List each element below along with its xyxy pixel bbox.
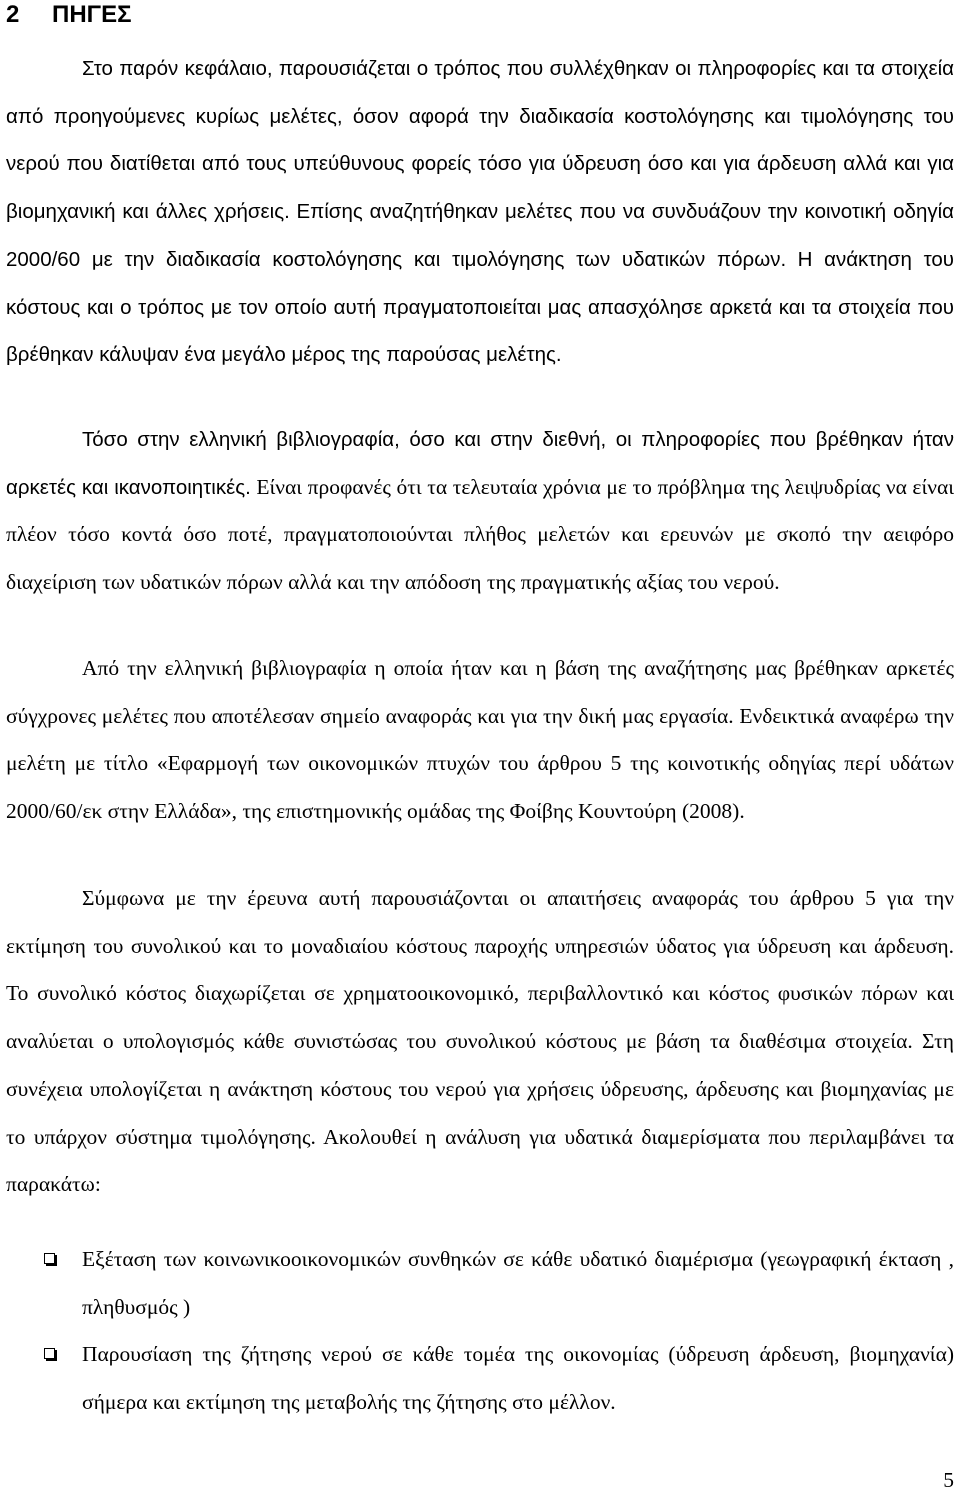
paragraph-2-sentence-b: Είναι προφανές ότι τα τελευταία χρόνια με το πρόβλημα της λειψυδρίας να είναι πλέον τόσο κοντά όσο ποτέ, πραγματοποιούνται πλήθος μελετών και ερευνών με σκοπό την αειφόρο διαχείριση των υδατικών πόρων αλλά και την απόδοση της πραγματικής αξίας του νερού.	[6, 474, 955, 595]
paragraph-3-sentence-b: Ενδεικτικά αναφέρω την μελέτη με τίτλο «Εφαρμογή των οικονομικών πτυχών του άρθρου 5 της κοινοτικής οδηγίας περί υδάτων 2000/60/εκ στην Ελλάδα», της επιστημονικής ομάδας της Φοίβης Κουντούρη (2008).	[6, 703, 954, 824]
section-title: ΠΗΓΕΣ	[52, 1, 132, 28]
paragraph-2-sentence-a: Τόσο στην ελληνική βιβλιογραφία, όσο και στην διεθνή, οι πληροφορίες που βρέθηκαν ήταν αρκετές και ικανοποιητικές.	[6, 428, 954, 499]
paragraph-4-sentence-a: Σύμφωνα με την έρευνα αυτή παρουσιάζονται οι απαιτήσεις αναφοράς του άρθρου 5 για την εκτίμηση του συνολικού και το μοναδιαίου κόστους παροχής υπηρεσιών ύδατος για ύδρευση και άρδευση.	[6, 886, 954, 958]
bullet-item	[6, 1331, 954, 1426]
paragraph-2	[6, 416, 954, 607]
paragraph-4-sentence-b: Το συνολικό κόστος διαχωρίζεται σε χρηματοοικονομικό, περιβαλλοντικό και κόστος φυσικών πόρων και αναλύεται ο υπολογισμός κάθε συνιστώσας του συνολικού κόστους με βάση τα διαθέσιμα στοιχεία. Στη συνέχεια υπολογίζεται η ανάκτηση κόστους του νερού για χρήσεις ύδρευσης, άρδευσης και βιομηχανίας με το υπάρχον σύστημα τιμολόγησης.	[6, 981, 954, 1149]
paragraph-3	[6, 645, 954, 836]
paragraph-1-sentence-a: Στο παρόν κεφάλαιο, παρουσιάζεται ο τρόπος που συλλέχθηκαν οι πληροφορίες και τα στοιχεία από προηγούμενες κυρίως μελέτες, όσον αφορά την διαδικασία κοστολόγησης και τιμολόγησης του νερού που διατίθεται από τους υπεύθυνους φορείς τόσο για ύδρευση όσο και για άρδευση αλλά και για βιομηχανική και άλλες χρήσεις.	[6, 57, 954, 224]
paragraph-4-sentence-c: Ακολουθεί η ανάλυση για υδατικά διαμερίσματα που περιλαμβάνει τα παρακάτω:	[6, 1124, 954, 1197]
paragraph-3-sentence-a: Από την ελληνική βιβλιογραφία η οποία ήταν και η βάση της αναζήτησης μας βρέθηκαν αρκετές σύγχρονες μελέτες που αποτέλεσαν σημείο αναφοράς και για την δική μας εργασία.	[6, 656, 954, 728]
section-heading	[6, 0, 132, 30]
paragraph-1-sentence-c: Η ανάκτηση του κόστους και ο τρόπος με τον οποίο αυτή πραγματοποιείται μας απασχόλησε αρκετά και τα στοιχεία που βρέθηκαν κάλυψαν ένα μεγάλο μέρος της παρούσας μελέτης.	[6, 247, 954, 367]
paragraph-4	[6, 875, 954, 1209]
checkbox-bullet-icon	[44, 1253, 55, 1264]
bullet-item	[6, 1236, 954, 1331]
paragraph-1-sentence-b: Επίσης αναζητήθηκαν μελέτες που να συνδυάζουν την κοινοτική οδηγία 2000/60 με την διαδικασία κοστολόγησης και τιμολόγησης των υδατικών πόρων.	[6, 200, 955, 271]
paragraph-1	[6, 45, 954, 379]
checkbox-bullet-icon	[44, 1348, 55, 1359]
page-number: 5	[943, 1468, 954, 1492]
section-number: 2	[6, 1, 20, 28]
bullet-text: Εξέταση των κοινωνικοοικονομικών συνθηκών σε κάθε υδατικό διαμέρισμα (γεωγραφική έκταση , πληθυσμός )	[82, 1247, 954, 1319]
bullet-text: Παρουσίαση της ζήτησης νερού σε κάθε τομέα της οικονομίας (ύδρευση άρδευση, βιομηχανία) σήμερα και εκτίμηση της μεταβολής της ζήτησης στο μέλλον.	[82, 1342, 954, 1414]
